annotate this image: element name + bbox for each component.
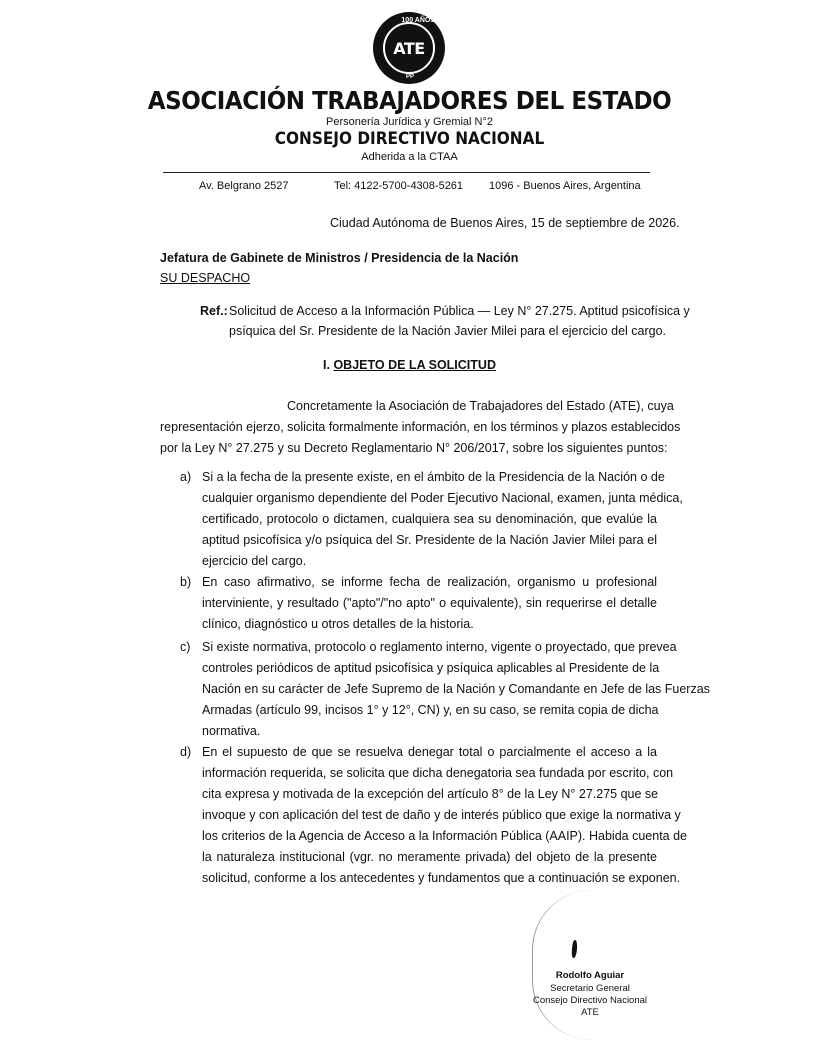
list-item-letter: b): [180, 575, 192, 589]
list-item-line: ejercicio del cargo.: [202, 554, 307, 568]
header-divider: [163, 172, 650, 173]
list-item-line: controles periódicos de aptitud psicofísica y psíquica aplicables al Presidente de la: [202, 661, 660, 675]
address-text: Av. Belgrano 2527: [199, 180, 289, 192]
list-item-line: certificado, protocolo o dictamen, cualquiera sea su denominación, que evalúe la: [202, 512, 657, 526]
logo-years-text: 100 AÑOS: [401, 17, 435, 24]
intro-line: representación ejerzo, solicita formalmente información, en los términos y plazos establecidos: [160, 420, 681, 434]
list-item-line: aptitud psicofísica y/o psíquica del Sr. Presidente de la Nación Javier Milei para el: [202, 533, 657, 547]
list-item-letter: c): [180, 640, 191, 654]
intro-line: por la Ley N° 27.275 y su Decreto Reglamentario N° 206/2017, sobre los siguientes puntos:: [160, 441, 668, 455]
list-item-line: invoque y con aplicación del test de daño y de interés público que exige la normativa y: [202, 808, 681, 822]
signatory-council: Consejo Directivo Nacional: [532, 995, 648, 1006]
city-text: 1096 - Buenos Aires, Argentina: [489, 180, 641, 192]
section-title: OBJETO DE LA SOLICITUD: [333, 358, 496, 372]
list-item-a: [180, 467, 683, 572]
intro-line: Concretamente la Asociación de Trabajadores del Estado (ATE), cuya: [287, 399, 674, 413]
list-item-line: los criterios de la Agencia de Acceso a la Información Pública (AAIP). Habida cuenta de: [202, 829, 687, 843]
logo-emblem: [383, 22, 435, 74]
list-item-line: Si existe normativa, protocolo o reglamento interno, vigente o proyectado, que prevea: [202, 640, 677, 654]
affiliation-text: Adherida a la CTAA: [361, 151, 458, 163]
council-name: CONSEJO DIRECTIVO NACIONAL: [274, 129, 545, 149]
list-item-line: cualquier organismo dependiente del Poder Ejecutivo Nacional, examen, junta médica,: [202, 491, 683, 505]
list-item-line: interviniente, y resultado ("apto"/"no apto" o equivalente), sin requerirse el detalle: [202, 596, 657, 610]
list-item-c: [180, 637, 710, 742]
organization-name: ASOCIACIÓN TRABAJADORES DEL ESTADO: [147, 86, 672, 115]
logo-pp-text: PP: [406, 74, 415, 80]
list-item-letter: d): [180, 745, 192, 759]
list-item-line: Si a la fecha de la presente existe, en el ámbito de la Presidencia de la Nación o de: [202, 470, 665, 484]
section-number: I.: [323, 358, 330, 372]
ref-line-1: Solicitud de Acceso a la Información Pública — Ley N° 27.275. Aptitud psicofísica y: [229, 304, 690, 318]
signatory-name: Rodolfo Aguiar: [555, 970, 625, 981]
list-item-line: solicitud, conforme a los antecedentes y fundamentos que a continuación se exponen.: [202, 871, 681, 885]
signatory-org: ATE: [581, 1007, 599, 1018]
date-line: Ciudad Autónoma de Buenos Aires, 15 de septiembre de 2026.: [330, 216, 680, 230]
list-item-b: [180, 572, 657, 635]
logo-text: ATE: [393, 38, 425, 58]
list-item-line: clínico, diagnóstico u otros detalles de la historia.: [202, 617, 474, 631]
list-item-line: información requerida, se solicita que dicha denegatoria sea fundada por escrito, con: [202, 766, 674, 780]
ref-label: Ref.:: [200, 304, 228, 318]
phone-text: Tel: 4122-5700-4308-5261: [334, 180, 464, 192]
list-item-line: cita expresa y motivada de la excepción del artículo 8° de la Ley N° 27.275 que se: [202, 787, 659, 801]
list-item-d: [180, 742, 687, 889]
recipient: Jefatura de Gabinete de Ministros / Presidencia de la Nación: [160, 251, 519, 265]
list-item-line: En el supuesto de que se resuelva denegar total o parcialmente el acceso a la: [202, 745, 657, 759]
section-heading: [0, 355, 819, 376]
list-item-line: En caso afirmativo, se informe fecha de realización, organismo u profesional: [202, 575, 657, 589]
ref-line-2: psíquica del Sr. Presidente de la Nación Javier Milei para el ejercicio del cargo.: [229, 324, 667, 338]
ate-logo: [373, 12, 445, 84]
list-item-line: Nación en su carácter de Jefe Supremo de la Nación y Comandante en Jefe de las Fuerzas: [202, 682, 710, 696]
list-item-line: Armadas (artículo 99, incisos 1° y 12°, CN) y, en su caso, se remita copia de dicha: [202, 703, 659, 717]
list-item-line: normativa.: [202, 724, 261, 738]
list-item-letter: a): [180, 470, 192, 484]
list-item-line: la naturaleza institucional (vgr. no meramente privada) del objeto de la presente: [202, 850, 657, 864]
organization-legal-status: Personería Jurídica y Gremial N°2: [325, 116, 493, 128]
signatory-title: Secretario General: [550, 983, 630, 994]
su-despacho: SU DESPACHO: [160, 271, 251, 285]
